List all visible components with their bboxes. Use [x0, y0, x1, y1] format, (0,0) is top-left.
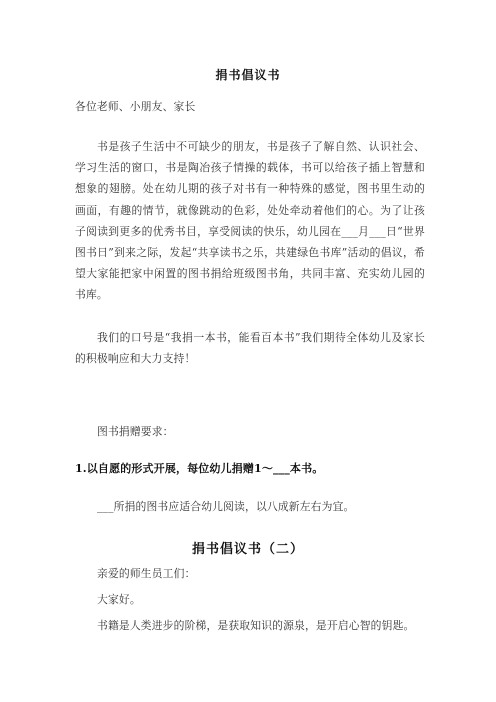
requirements-heading: 图书捐赠要求：: [97, 425, 174, 438]
requirement-item-2: ___所捐的图书应适合幼儿阅读，以八成新左右为宜。: [97, 500, 355, 513]
body-paragraph-1: 书是孩子生活中不可缺少的朋友，书是孩子了解自然、认识社会、学习生活的窗口，书是陶冶孩子情操的载体，书可以给孩子插上智慧和想象的翅膀。处在幼儿期的孩子对书有一种特殊的感觉，图书里生动的画面，有趣的情节，就像跳动的色彩，处处牵动着他们的心。为了让孩子阅读到更多的优秀书目，享受阅读的快乐，幼儿园在___月___日“世界图书日”到来之际，发起“共享读书之乐，共建绿色书库”活动的倡议，希望大家能把家中闲置的图书捐给班级图书角，共同丰富、充实幼儿园的书库。: [75, 140, 425, 302]
document-title: 捐书倡议书: [215, 68, 281, 82]
body-paragraph-3: 书籍是人类进步的阶梯，是获取知识的源泉，是开启心智的钥匙。: [97, 619, 415, 632]
second-document-title: 捐书倡议书（二）: [191, 542, 304, 557]
greeting: 各位老师、小朋友、家长: [75, 100, 196, 113]
salutation: 大家好。: [97, 593, 141, 606]
second-greeting: 亲爱的师生员工们：: [97, 567, 196, 580]
slogan-paragraph: 我们的口号是“我捐一本书，能看百本书”我们期待全体幼儿及家长的积极响应和大力支持！: [75, 331, 425, 366]
requirement-item-1: 1.以自愿的形式开展，每位幼儿捐赠1～___本书。: [75, 462, 324, 475]
